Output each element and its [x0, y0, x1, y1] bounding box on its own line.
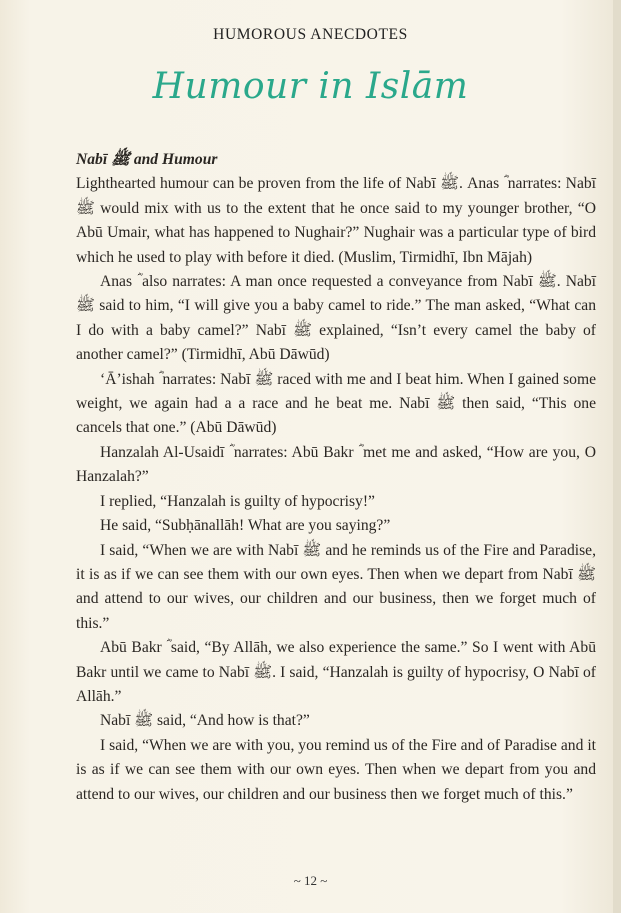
paragraph: Anas ؓ also narrates: A man once requested a conveyance from Nabī ﷺ. Nabī ﷺ said to him, “I will give you a baby camel to ride.” The man asked, “What can I do with a baby camel?” Nabī ﷺ explained, “Isn’t every camel the baby of another camel?” (Tirmidhī, Abū Dāwūd) [76, 273, 597, 364]
paragraph: I replied, “Hanzalah is guilty of hypocrisy!” [100, 492, 375, 510]
paragraph: Nabī ﷺ said, “And how is that?” [100, 712, 310, 730]
paragraph: ‘Ā’ishah ؓ narrates: Nabī ﷺ raced with me and I beat him. When I gained some weight, we again had a a race and he beat me. Nabī ﷺ then said, “This one cancels that one.” (Abū Dāwūd) [76, 370, 596, 437]
page-edge [613, 0, 621, 913]
paragraph: He said, “Subḥānallāh! What are you saying?” [100, 517, 391, 535]
body-text [76, 148, 596, 807]
paragraph: Lighthearted humour can be proven from the life of Nabī ﷺ. Anas ؓ narrates: Nabī ﷺ would mix with us to the extent that he once said to my younger brother, “O Abū Umair, what has happened to Nughair?” Nughair was a particular type of bird which he used to play with before it died. (Muslim, Tirmidhī, Ibn Mājah) [76, 175, 596, 266]
paragraph: Abū Bakr ؓ said, “By Allāh, we also experience the same.” So I went with Abū Bakr until we came to Nabī ﷺ. I said, “Hanzalah is guilty of hypocrisy, O Nabī of Allāh.” [76, 639, 596, 705]
chapter-title: Humour in Islām [152, 66, 469, 107]
paragraph: I said, “When we are with Nabī ﷺ and he reminds us of the Fire and Paradise, it is as if we can see them with our own eyes. Then when we depart from Nabī ﷺ and attend to our wives, our children and our business, then we forget much of this.” [76, 541, 596, 632]
section-heading-text: Nabī ﷺ and Humour [76, 151, 218, 168]
paragraph: Hanzalah Al-Usaidī ؓ narrates: Abū Bakr ؓ met me and asked, “How are you, O Hanzalah?” [76, 443, 596, 486]
paragraph: I said, “When we are with you, you remind us of the Fire and of Paradise and it is as if we can see them with our own eyes. Then when we depart from you and attend to our wives, our children and our business then we forget much of this.” [76, 736, 596, 803]
page-number: ~ 12 ~ [293, 873, 328, 888]
section-heading [76, 148, 596, 172]
running-head: HUMOROUS ANECDOTES [213, 26, 408, 43]
